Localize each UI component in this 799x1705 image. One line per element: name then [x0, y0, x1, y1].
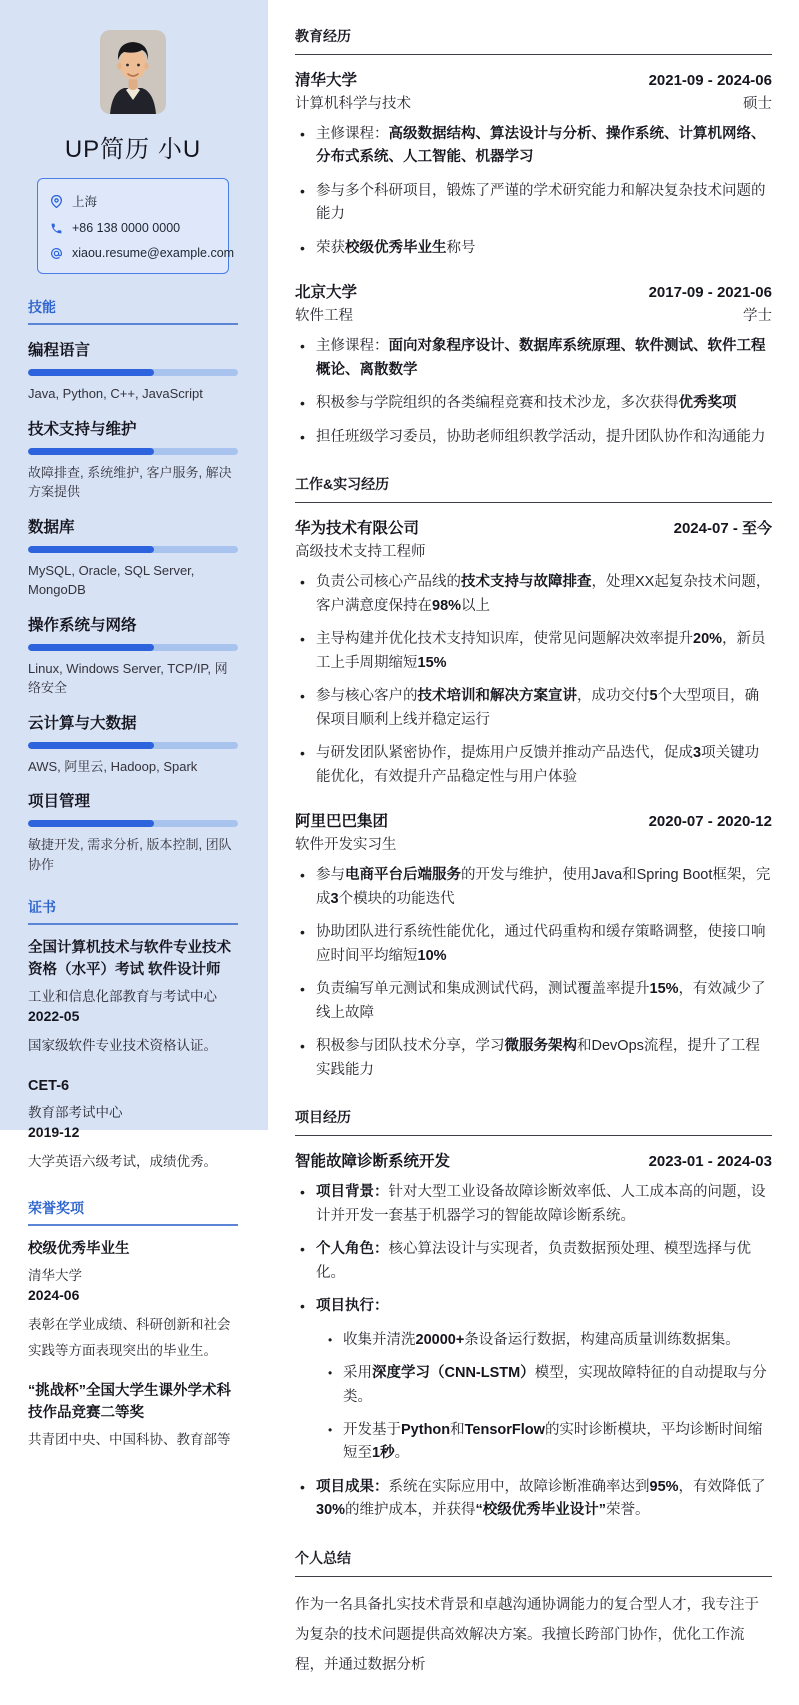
bullet-text: 荣获校级优秀毕业生称号 — [316, 239, 476, 256]
bullet-text: 负责编写单元测试和集成测试代码，测试覆盖率提升15%，有效减少了线上故障 — [316, 981, 766, 1021]
skill-level-fill — [28, 546, 154, 553]
bullet-marker: • — [328, 1332, 333, 1347]
contact-phone — [50, 221, 216, 235]
bullet-text: 参与电商平台后端服务的开发与维护，使用Java和Spring Boot框架，完成3个模块的功能迭代 — [316, 867, 771, 907]
bullet-text: 积极参与学院组织的各类编程竞赛和技术沙龙，多次获得优秀奖项 — [316, 395, 737, 412]
bullet-item — [295, 237, 772, 260]
bullet-item — [295, 628, 772, 675]
skill-item — [28, 711, 238, 777]
bullet-marker: • — [328, 1422, 333, 1437]
skill-level-fill — [28, 742, 154, 749]
work-entry — [295, 809, 772, 1082]
skill-detail: 敏捷开发, 需求分析, 版本控制, 团队协作 — [28, 837, 232, 872]
bullet-marker: • — [328, 1366, 333, 1381]
bullet-text: 采用深度学习（CNN-LSTM）模型，实现故障特征的自动提取与分类。 — [343, 1365, 767, 1405]
honor-issuer: 共青团中央、中国科协、教育部等 — [28, 1431, 231, 1447]
skill-item — [28, 789, 238, 874]
sidebar — [0, 0, 268, 1447]
skill-level-bar — [28, 369, 238, 376]
skill-item — [28, 338, 238, 404]
bullet-marker: • — [300, 1241, 305, 1258]
skill-detail: AWS, 阿里云, Hadoop, Spark — [28, 758, 198, 774]
bullet-marker: • — [300, 182, 305, 199]
contact-email — [50, 246, 235, 260]
bullet-text: 参与核心客户的技术培训和解决方案宣讲，成功交付5个大型项目，确保项目顺利上线并稳定运行 — [316, 688, 760, 728]
location-pin-icon — [50, 195, 63, 208]
sub-bullet-item — [295, 1419, 772, 1466]
company-name: 华为技术有限公司 — [295, 520, 420, 538]
phone-icon — [50, 222, 63, 235]
sub-bullet-item — [295, 1329, 772, 1352]
honor-item — [28, 1381, 238, 1448]
school-name: 清华大学 — [295, 72, 358, 89]
bullet-marker: • — [300, 1038, 305, 1055]
bullet-item — [295, 685, 772, 732]
bullet-item — [295, 978, 772, 1025]
skill-detail: Java, Python, C++, JavaScript — [28, 386, 203, 401]
bullet-item — [295, 864, 772, 911]
bullet-marker: • — [300, 867, 305, 884]
resume-main-column — [295, 26, 772, 1705]
certificate-item — [28, 938, 238, 1059]
bullet-marker: • — [300, 631, 305, 648]
bullet-marker: • — [300, 338, 305, 355]
honor-title: “挑战杯”全国大学生课外学术科技作品竞赛二等奖 — [28, 1383, 231, 1421]
bullet-text: 与研发团队紧密协作，提炼用户反馈并推动产品迭代，促成3项关键功能优化，有效提升产品稳定性与用户体验 — [316, 745, 760, 785]
bullet-marker: • — [300, 981, 305, 998]
bullet-item — [295, 1476, 772, 1523]
skill-detail: 故障排查, 系统维护, 客户服务, 解决方案提供 — [28, 464, 232, 499]
skill-name: 编程语言 — [28, 342, 91, 359]
bullet-item — [295, 1295, 772, 1318]
bullet-text: 主修课程：面向对象程序设计、数据库系统原理、软件测试、软件工程概论、离散数学 — [316, 338, 766, 378]
bullet-item — [295, 921, 772, 968]
project-dates: 2023-01 - 2024-03 — [648, 1153, 772, 1171]
contact-card — [37, 178, 235, 274]
honor-date: 2024-06 — [28, 1286, 80, 1303]
bullet-item — [295, 123, 772, 170]
contact-location — [50, 192, 216, 210]
honor-description: 表彰在学业成绩、科研创新和社会实践等方面表现突出的毕业生。 — [28, 1316, 231, 1358]
skill-name: 技术支持与维护 — [28, 420, 137, 438]
education-section — [295, 26, 772, 449]
bullet-item — [295, 426, 772, 449]
skill-level-bar — [28, 742, 238, 749]
education-dates: 2017-09 - 2021-06 — [648, 284, 772, 302]
bullet-item — [295, 1238, 772, 1285]
candidate-name: UP简历 小U — [64, 136, 202, 163]
certificate-item — [28, 1076, 238, 1175]
sub-bullet-item — [295, 1362, 772, 1409]
contact-phone-text: +86 138 0000 0000 — [72, 221, 181, 235]
bullet-text: 积极参与团队技术分享，学习微服务架构和DevOps流程，提升了工程实践能力 — [316, 1038, 760, 1078]
school-name: 北京大学 — [295, 284, 358, 302]
bullet-marker: • — [300, 574, 305, 591]
bullet-marker: • — [300, 395, 305, 412]
certificate-description: 大学英语六级考试，成绩优秀。 — [28, 1153, 217, 1169]
summary-section-header: 个人总结 — [295, 1548, 772, 1577]
honor-issuer: 清华大学 — [28, 1267, 82, 1283]
certificate-title: 全国计算机技术与软件专业技术资格（水平）考试 软件设计师 — [28, 940, 231, 978]
bullet-text: 主修课程：高级数据结构、算法设计与分析、操作系统、计算机网络、分布式系统、人工智能、机器学习 — [316, 126, 766, 166]
skill-name: 操作系统与网络 — [28, 616, 137, 634]
bullet-item — [295, 742, 772, 789]
work-entry — [295, 516, 772, 789]
bullet-marker: • — [300, 1298, 305, 1315]
bullet-marker: • — [300, 1478, 305, 1495]
skill-level-bar — [28, 448, 238, 455]
bullet-item — [295, 392, 772, 415]
work-dates: 2024-07 - 至今 — [673, 520, 772, 538]
bullet-text: 项目背景：针对大型工业设备故障诊断效率低、人工成本高的问题，设计并开发一套基于机器学习的智能故障诊断系统。 — [316, 1184, 766, 1224]
projects-section-header: 项目经历 — [295, 1107, 772, 1136]
project-name: 智能故障诊断系统开发 — [295, 1153, 451, 1171]
skills-section-header: 技能 — [28, 297, 238, 325]
certificate-issuer: 工业和信息化部教育与考试中心 — [28, 988, 217, 1004]
job-title: 高级技术支持工程师 — [295, 544, 426, 561]
bullet-text: 参与多个科研项目，锻炼了严谨的学术研究能力和解决复杂技术问题的能力 — [316, 182, 766, 223]
bullet-text: 担任班级学习委员，协助老师组织教学活动，提升团队协作和沟通能力 — [316, 428, 766, 445]
profile-photo-illustration — [100, 30, 166, 114]
bullet-marker: • — [300, 688, 305, 705]
skill-detail: MySQL, Oracle, SQL Server, MongoDB — [28, 562, 195, 597]
skill-level-bar — [28, 820, 238, 827]
certificate-date: 2022-05 — [28, 1007, 80, 1024]
project-entry — [295, 1149, 772, 1523]
honors-section-header: 荣誉奖项 — [28, 1198, 238, 1226]
bullet-marker: • — [300, 126, 305, 142]
skill-item — [28, 417, 238, 502]
certificates-section — [28, 897, 238, 1175]
work-section-header: 工作&实习经历 — [295, 474, 772, 503]
company-name: 阿里巴巴集团 — [295, 813, 389, 831]
bullet-item — [295, 1035, 772, 1082]
honor-item — [28, 1239, 238, 1364]
education-dates: 2021-09 - 2024-06 — [648, 72, 772, 89]
certificate-date: 2019-12 — [28, 1123, 80, 1140]
bullet-marker: • — [300, 239, 305, 256]
bullet-item — [295, 571, 772, 618]
skill-level-bar — [28, 644, 238, 651]
education-degree: 学士 — [743, 308, 772, 325]
profile-photo — [100, 30, 166, 114]
bullet-text: 协助团队进行系统性能优化，通过代码重构和缓存策略调整，使接口响应时间平均缩短10% — [316, 924, 766, 964]
bullet-marker: • — [300, 745, 305, 762]
job-title: 软件开发实习生 — [295, 837, 397, 854]
skill-detail: Linux, Windows Server, TCP/IP, 网络安全 — [28, 660, 228, 695]
bullet-text: 项目执行： — [316, 1298, 389, 1315]
education-section-header: 教育经历 — [295, 26, 772, 55]
skill-level-fill — [28, 644, 154, 651]
bullet-item — [295, 180, 772, 227]
skill-item — [28, 515, 238, 600]
contact-location-text: 上海 — [72, 195, 98, 209]
certificates-section-header: 证书 — [28, 897, 238, 925]
skill-level-fill — [28, 369, 154, 376]
at-sign-icon — [50, 247, 63, 260]
certificate-issuer: 教育部考试中心 — [28, 1104, 123, 1120]
summary-text: 作为一名具备扎实技术背景和卓越沟通协调能力的复合型人才，我专注于为复杂的技术问题提供高效解决方案。我擅长跨部门协作，优化工作流程，并通过数据分析 — [295, 1596, 759, 1674]
skill-name: 云计算与大数据 — [28, 714, 137, 732]
honor-title: 校级优秀毕业生 — [28, 1240, 130, 1257]
summary-section — [295, 1548, 772, 1680]
education-major: 软件工程 — [295, 308, 353, 325]
skill-name: 项目管理 — [28, 793, 91, 810]
skills-section — [28, 297, 238, 874]
education-entry — [295, 280, 772, 449]
bullet-text: 项目成果：系统在实际应用中，故障诊断准确率达到95%，有效降低了30%的维护成本，并获得“校级优秀毕业设计”荣誉。 — [316, 1478, 766, 1519]
work-section — [295, 474, 772, 1082]
education-degree: 硕士 — [743, 96, 772, 112]
skill-item — [28, 613, 238, 698]
honors-section — [28, 1198, 238, 1448]
bullet-item — [295, 335, 772, 382]
bullet-marker: • — [300, 924, 305, 941]
bullet-marker: • — [300, 428, 305, 445]
bullet-marker: • — [300, 1184, 305, 1201]
bullet-text: 个人角色：核心算法设计与实现者，负责数据预处理、模型选择与优化。 — [316, 1241, 751, 1281]
skill-name: 数据库 — [28, 518, 75, 536]
education-entry — [295, 68, 772, 260]
education-major: 计算机科学与技术 — [295, 96, 411, 112]
skill-level-bar — [28, 546, 238, 553]
bullet-text: 主导构建并优化技术支持知识库，使常见问题解决效率提升20%，新员工上手周期缩短15% — [316, 631, 766, 671]
skill-level-fill — [28, 820, 154, 827]
contact-email-text: xiaou.resume@example.com — [72, 246, 235, 260]
bullet-text: 收集并清洗20000+条设备运行数据，构建高质量训练数据集。 — [343, 1331, 740, 1348]
skill-level-fill — [28, 448, 154, 455]
bullet-text: 负责公司核心产品线的技术支持与故障排查，处理XX起复杂技术问题，客户满意度保持在98%以上 — [316, 574, 771, 614]
bullet-item — [295, 1181, 772, 1228]
projects-section — [295, 1107, 772, 1523]
certificate-title: CET-6 — [28, 1077, 70, 1094]
work-dates: 2020-07 - 2020-12 — [648, 813, 772, 831]
certificate-description: 国家级软件专业技术资格认证。 — [28, 1037, 217, 1053]
bullet-text: 开发基于Python和TensorFlow的实时诊断模块，平均诊断时间缩短至1秒。 — [343, 1421, 763, 1462]
